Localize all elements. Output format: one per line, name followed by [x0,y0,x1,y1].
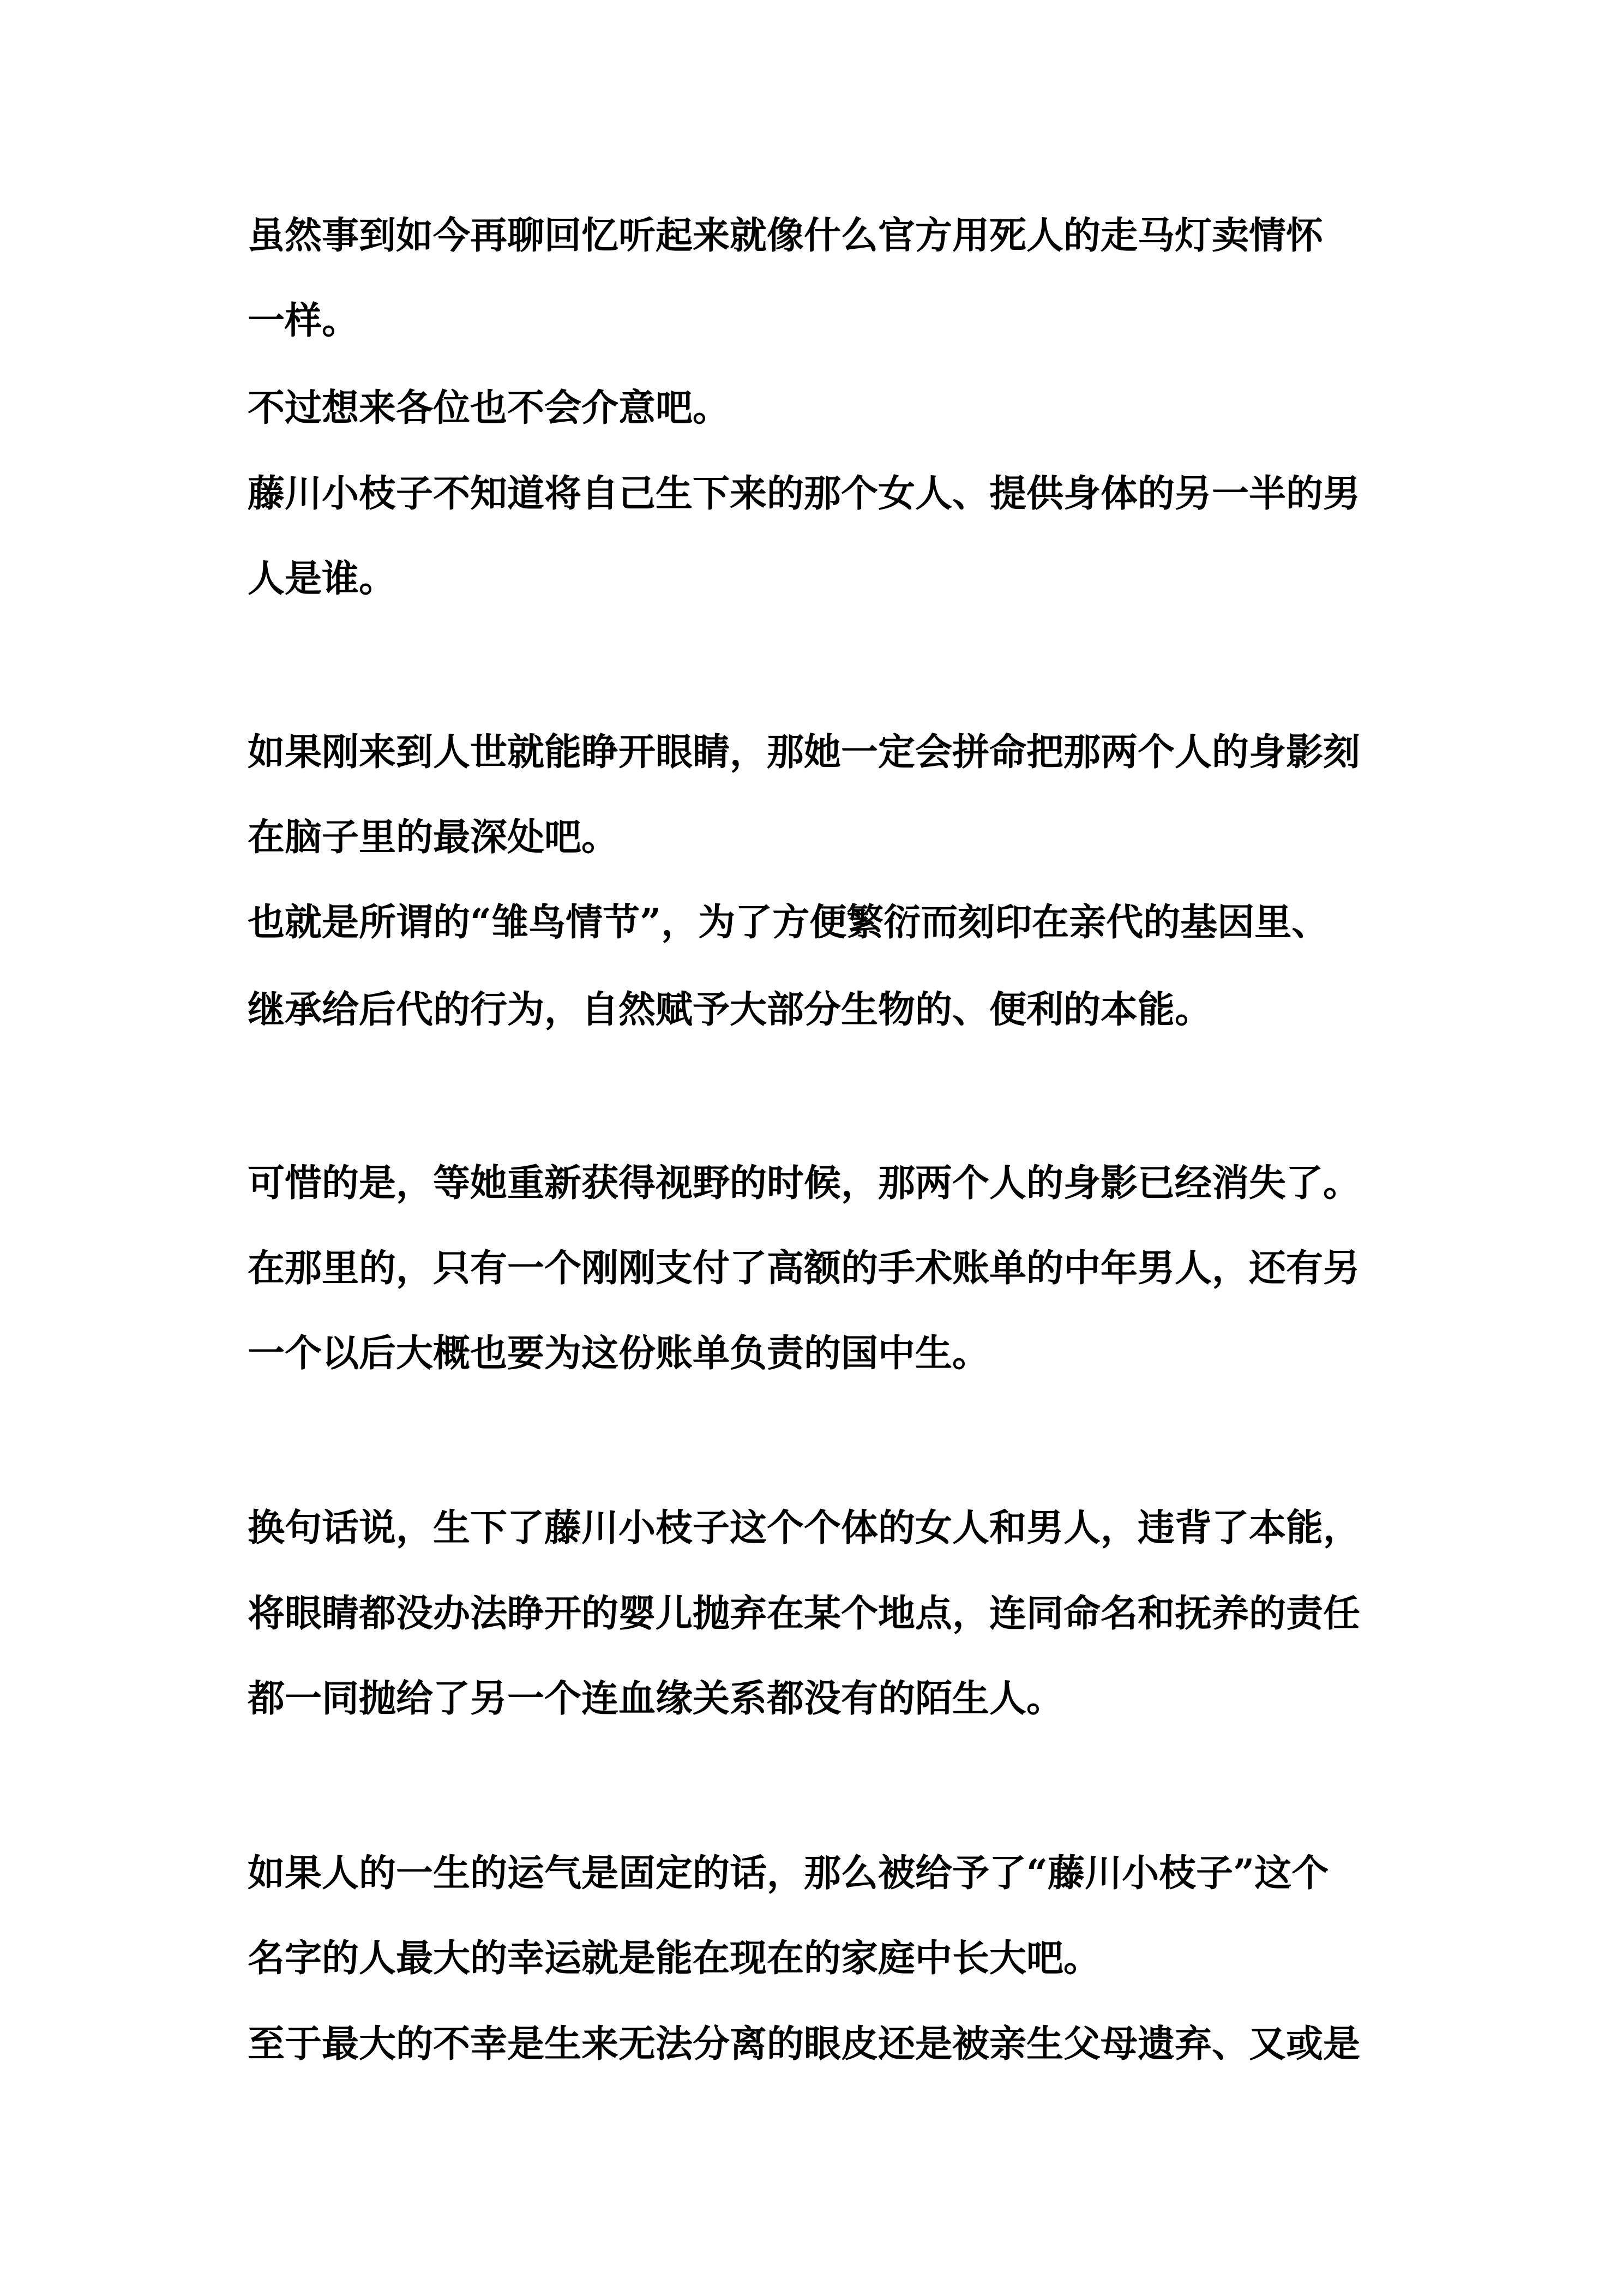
text-line: 如果刚来到人世就能睁开眼睛，那她一定会拼命把那两个人的身影刻 [248,730,1361,774]
text-line: 也就是所谓的“雏鸟情节”，为了方便繁衍而刻印在亲代的基因里、 [248,901,1329,944]
text-line: 人是谁。 [248,557,396,601]
text-line: 在脑子里的最深处吧。 [248,816,619,859]
text-line: 如果人的一生的运气是固定的话，那么被给予了“藤川小枝子”这个 [248,1851,1329,1895]
text-line: 不过想来各位也不会介意吧。 [248,386,730,430]
text-line: 名字的人最大的幸运就是能在现在的家庭中长大吧。 [248,1937,1101,1980]
text-line: 换句话说，生下了藤川小枝子这个个体的女人和男人，违背了本能， [248,1506,1361,1550]
text-line: 虽然事到如今再聊回忆听起来就像什么官方用死人的走马灯卖情怀 [248,214,1324,257]
text-line: 在那里的，只有一个刚刚支付了高额的手术账单的中年男人，还有另 [248,1246,1361,1290]
text-line: 藤川小枝子不知道将自己生下来的那个女人、提供身体的另一半的男 [248,472,1361,515]
text-line: 一样。 [248,299,359,343]
text-line: 一个以后大概也要为这份账单负责的国中生。 [248,1332,990,1375]
text-line: 至于最大的不幸是生来无法分离的眼皮还是被亲生父母遗弃、又或是 [248,2022,1361,2066]
text-line: 继承给后代的行为，自然赋予大部分生物的、便利的本能。 [248,988,1212,1032]
text-line: 将眼睛都没办法睁开的婴儿抛弃在某个地点，连同命名和抚养的责任 [248,1592,1361,1635]
text-line: 可惜的是，等她重新获得视野的时候，那两个人的身影已经消失了。 [248,1161,1361,1205]
text-line: 都一同抛给了另一个连血缘关系都没有的陌生人。 [248,1677,1064,1720]
